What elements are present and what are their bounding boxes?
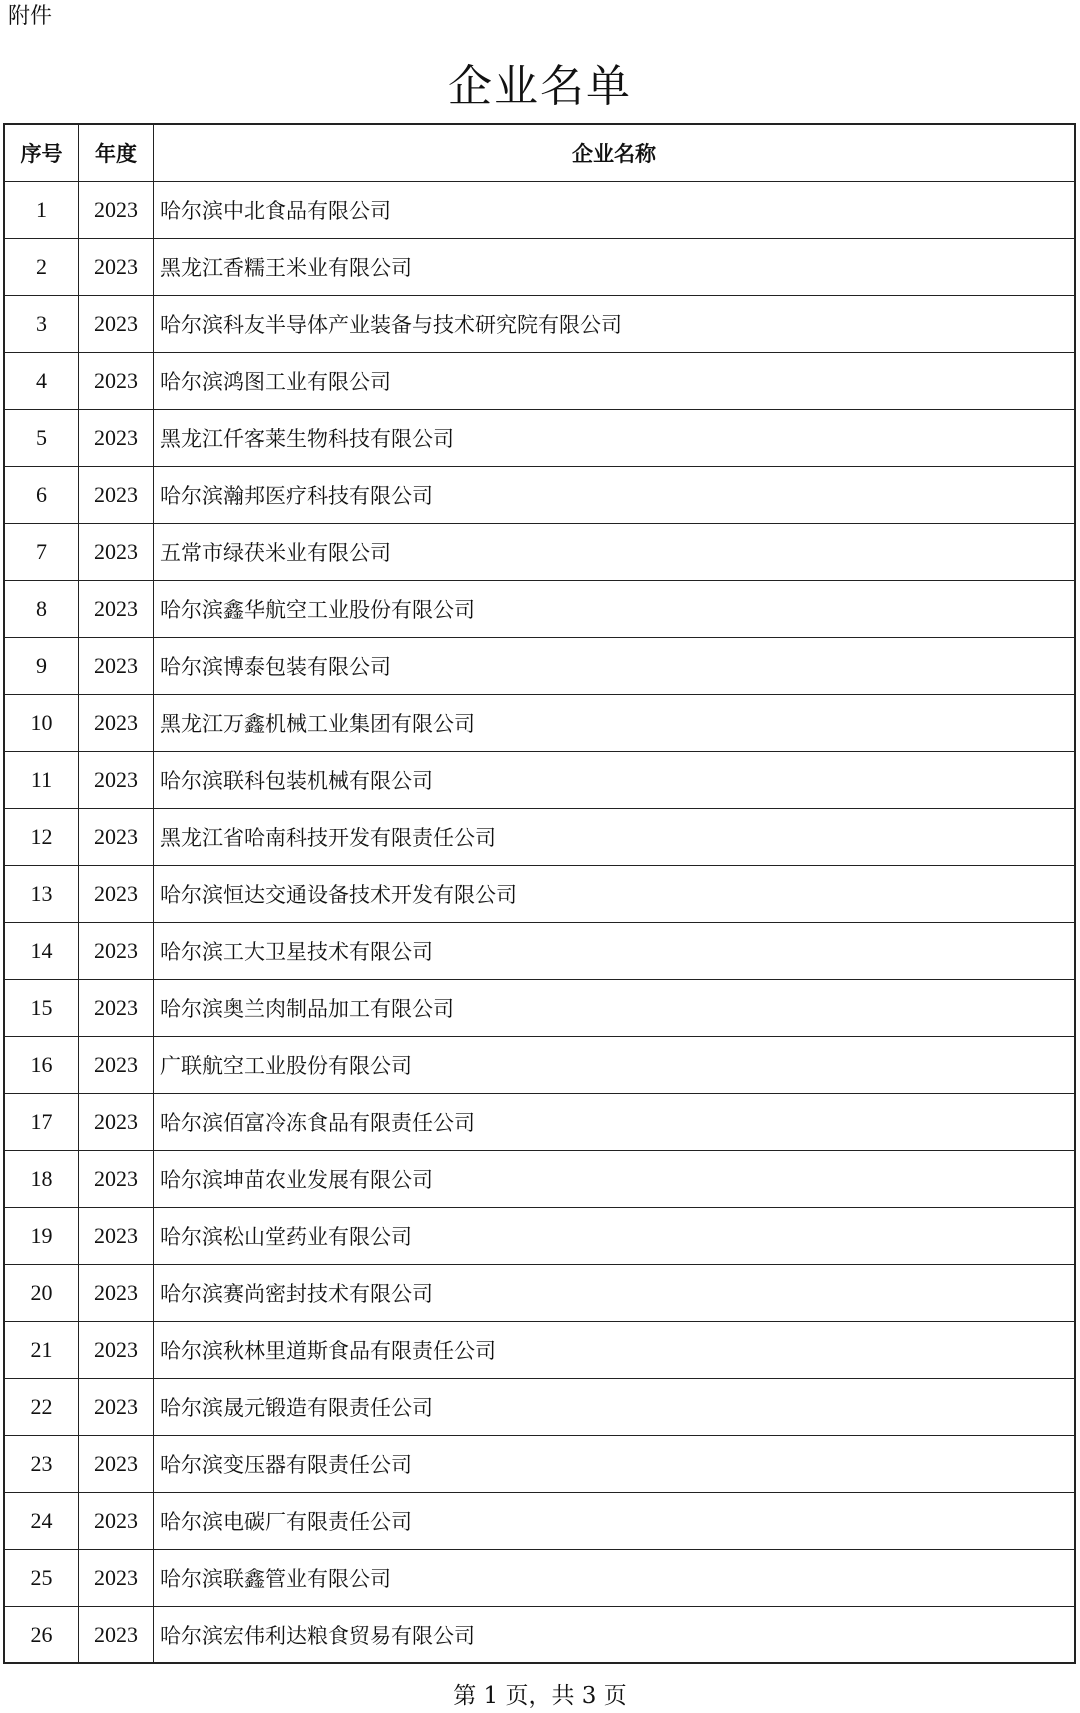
cell-index: 13 [30, 881, 53, 906]
table-row [5, 638, 1074, 695]
cell-year: 2023 [78, 1208, 153, 1264]
table-row [5, 1550, 1074, 1607]
table-row [5, 410, 1074, 467]
cell-year: 2023 [78, 866, 153, 922]
cell-year: 2023 [78, 1550, 153, 1606]
cell-index: 20 [30, 1280, 53, 1305]
header-index: 序号 [20, 142, 63, 166]
cell-year: 2023 [78, 1265, 153, 1321]
attachment-label: 附件 [8, 4, 53, 29]
cell-year: 2023 [78, 410, 153, 466]
table-row [5, 1379, 1074, 1436]
table-row [5, 1208, 1074, 1265]
table-row [5, 1436, 1074, 1493]
header-company-name: 企业名称 [153, 125, 1074, 181]
cell-year: 2023 [78, 1379, 153, 1435]
table-header-row [5, 125, 1074, 182]
cell-year: 2023 [78, 1094, 153, 1150]
cell-index: 2 [36, 254, 47, 279]
cell-index: 1 [36, 197, 47, 222]
cell-index: 8 [36, 596, 47, 621]
table-row [5, 1037, 1074, 1094]
cell-company-name: 哈尔滨博泰包装有限公司 [153, 638, 1074, 694]
table-row [5, 1607, 1074, 1664]
cell-index: 7 [36, 539, 47, 564]
cell-index: 6 [36, 482, 47, 507]
cell-index: 25 [30, 1565, 53, 1590]
table-row [5, 353, 1074, 410]
cell-company-name: 哈尔滨变压器有限责任公司 [153, 1436, 1074, 1492]
cell-year: 2023 [78, 923, 153, 979]
cell-index: 17 [30, 1109, 53, 1134]
table-row [5, 581, 1074, 638]
cell-year: 2023 [78, 980, 153, 1036]
table-row [5, 980, 1074, 1037]
table-row [5, 1265, 1074, 1322]
cell-year: 2023 [78, 695, 153, 751]
cell-index: 10 [30, 710, 53, 735]
cell-year: 2023 [78, 353, 153, 409]
cell-index: 12 [30, 824, 53, 849]
cell-year: 2023 [78, 1607, 153, 1662]
cell-index: 14 [30, 938, 53, 963]
cell-company-name: 哈尔滨秋林里道斯食品有限责任公司 [153, 1322, 1074, 1378]
table-row [5, 809, 1074, 866]
cell-company-name: 哈尔滨电碳厂有限责任公司 [153, 1493, 1074, 1549]
table-row [5, 1094, 1074, 1151]
table-row [5, 866, 1074, 923]
cell-year: 2023 [78, 1322, 153, 1378]
cell-company-name: 哈尔滨瀚邦医疗科技有限公司 [153, 467, 1074, 523]
cell-company-name: 哈尔滨鑫华航空工业股份有限公司 [153, 581, 1074, 637]
cell-index: 19 [30, 1223, 53, 1248]
cell-year: 2023 [78, 182, 153, 238]
cell-index: 26 [30, 1621, 53, 1647]
table-row [5, 1493, 1074, 1550]
cell-year: 2023 [78, 809, 153, 865]
table-row [5, 752, 1074, 809]
table-row [5, 467, 1074, 524]
cell-company-name: 哈尔滨奥兰肉制品加工有限公司 [153, 980, 1074, 1036]
cell-company-name: 哈尔滨工大卫星技术有限公司 [153, 923, 1074, 979]
cell-company-name: 哈尔滨中北食品有限公司 [153, 182, 1074, 238]
cell-index: 5 [36, 425, 47, 450]
cell-company-name: 哈尔滨晟元锻造有限责任公司 [153, 1379, 1074, 1435]
cell-index: 3 [36, 311, 47, 336]
cell-year: 2023 [78, 467, 153, 523]
table-row [5, 524, 1074, 581]
cell-company-name: 五常市绿茯米业有限公司 [153, 524, 1074, 580]
cell-year: 2023 [78, 1037, 153, 1093]
cell-company-name: 哈尔滨科友半导体产业装备与技术研究院有限公司 [153, 296, 1074, 352]
cell-company-name: 哈尔滨宏伟利达粮食贸易有限公司 [153, 1607, 1074, 1662]
cell-company-name: 哈尔滨赛尚密封技术有限公司 [153, 1265, 1074, 1321]
page-footer: 第 1 页，共 3 页 [453, 1683, 627, 1709]
cell-company-name: 黑龙江万鑫机械工业集团有限公司 [153, 695, 1074, 751]
table-row [5, 695, 1074, 752]
cell-index: 24 [30, 1508, 53, 1533]
cell-index: 22 [30, 1394, 53, 1419]
cell-year: 2023 [78, 581, 153, 637]
cell-index: 15 [30, 995, 53, 1020]
cell-year: 2023 [78, 1436, 153, 1492]
cell-index: 4 [36, 368, 47, 393]
cell-company-name: 广联航空工业股份有限公司 [153, 1037, 1074, 1093]
cell-index: 21 [30, 1337, 53, 1362]
cell-company-name: 哈尔滨联科包装机械有限公司 [153, 752, 1074, 808]
cell-year: 2023 [78, 1493, 153, 1549]
cell-index: 23 [30, 1451, 53, 1476]
cell-year: 2023 [78, 752, 153, 808]
cell-company-name: 哈尔滨联鑫管业有限公司 [153, 1550, 1074, 1606]
cell-year: 2023 [78, 1151, 153, 1207]
cell-company-name: 哈尔滨松山堂药业有限公司 [153, 1208, 1074, 1264]
cell-year: 2023 [78, 638, 153, 694]
page-title: 企业名单 [448, 61, 632, 112]
cell-company-name: 哈尔滨鸿图工业有限公司 [153, 353, 1074, 409]
table-row [5, 239, 1074, 296]
company-table [3, 123, 1076, 1664]
cell-company-name: 哈尔滨佰富冷冻食品有限责任公司 [153, 1094, 1074, 1150]
cell-index: 9 [36, 653, 47, 678]
table-row [5, 296, 1074, 353]
table-row [5, 1322, 1074, 1379]
cell-company-name: 黑龙江仟客莱生物科技有限公司 [153, 410, 1074, 466]
header-year: 年度 [78, 125, 153, 181]
cell-company-name: 黑龙江省哈南科技开发有限责任公司 [153, 809, 1074, 865]
cell-company-name: 哈尔滨恒达交通设备技术开发有限公司 [153, 866, 1074, 922]
cell-company-name: 哈尔滨坤苗农业发展有限公司 [153, 1151, 1074, 1207]
table-row [5, 923, 1074, 980]
cell-company-name: 黑龙江香糯王米业有限公司 [153, 239, 1074, 295]
cell-index: 18 [30, 1166, 53, 1191]
cell-year: 2023 [78, 239, 153, 295]
cell-index: 11 [30, 767, 53, 792]
table-row [5, 1151, 1074, 1208]
cell-index: 16 [30, 1052, 53, 1077]
table-row [5, 182, 1074, 239]
cell-year: 2023 [78, 524, 153, 580]
cell-year: 2023 [78, 296, 153, 352]
